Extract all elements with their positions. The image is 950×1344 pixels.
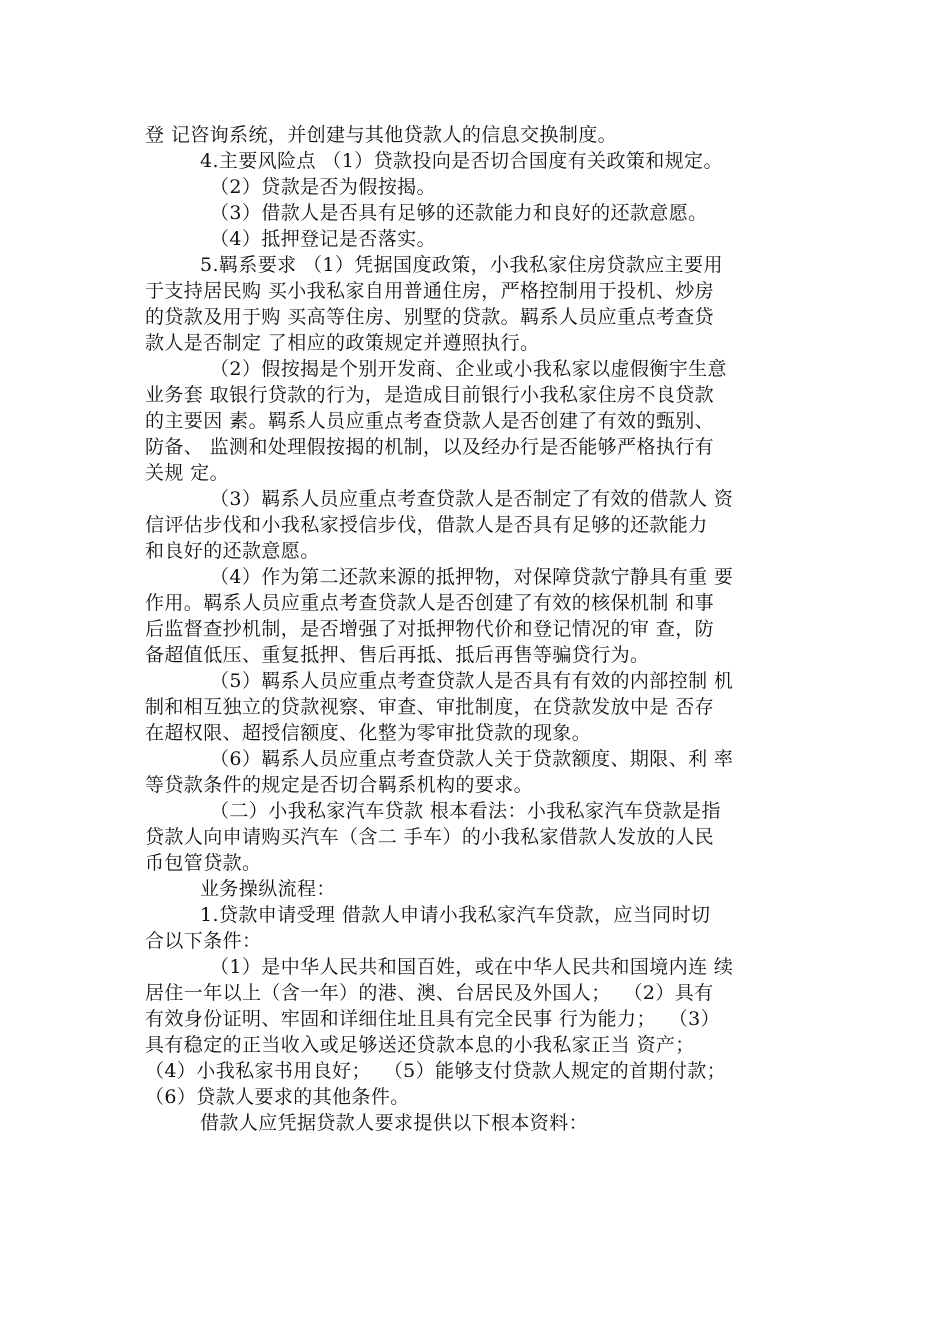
text-line: 的主要因 素。羁系人员应重点考查贷款人是否创建了有效的甄别、 xyxy=(145,410,715,432)
text-line: （4）小我私家书用良好； （5）能够支付贷款人规定的首期付款； xyxy=(145,1060,727,1082)
text-line: （6）羁系人员应重点考查贷款人关于贷款额度、期限、利 率 xyxy=(210,748,734,770)
text-line: 信评估步伐和小我私家授信步伐，借款人是否具有足够的还款能力 xyxy=(145,514,708,536)
text-line: 制和相互独立的贷款视察、审查、审批制度，在贷款发放中是 否存 xyxy=(145,696,715,718)
text-line: 于支持居民购 买小我私家自用普通住房，严格控制用于投机、炒房 xyxy=(145,280,715,302)
text-line: 有效身份证明、牢固和详细住址且具有完全民事 行为能力； （3） xyxy=(145,1008,721,1030)
text-line: （2）假按揭是个别开发商、企业或小我私家以虚假衡宇生意 xyxy=(210,358,727,380)
text-line: 防备、 监测和处理假按揭的机制，以及经办行是否能够严格执行有 xyxy=(145,436,715,458)
text-line: 业务套 取银行贷款的行为，是造成目前银行小我私家住房不良贷款 xyxy=(145,384,715,406)
text-line: （3）借款人是否具有足够的还款能力和良好的还款意愿。 xyxy=(210,202,708,224)
text-line: 等贷款条件的规定是否切合羁系机构的要求。 xyxy=(145,774,534,796)
text-line: 作用。羁系人员应重点考查贷款人是否创建了有效的核保机制 和事 xyxy=(145,592,715,614)
text-line: 备超值低压、重复抵押、售后再抵、抵后再售等骗贷行为。 xyxy=(145,644,650,666)
text-line: 5.羁系要求 （1）凭据国度政策，小我私家住房贷款应主要用 xyxy=(200,254,723,276)
text-line: 居住一年以上（含一年）的港、澳、台居民及外国人； （2）具有 xyxy=(145,982,714,1004)
text-line: 1.贷款申请受理 借款人申请小我私家汽车贷款，应当同时切 xyxy=(200,904,711,926)
text-line: （2）贷款是否为假按揭。 xyxy=(210,176,436,198)
text-line: （4）作为第二还款来源的抵押物，对保障贷款宁静具有重 要 xyxy=(210,566,734,588)
text-line: （5）羁系人员应重点考查贷款人是否具有有效的内部控制 机 xyxy=(210,670,734,692)
text-line: 款人是否制定 了相应的政策规定并遵照执行。 xyxy=(145,332,540,354)
text-line: 合以下条件： xyxy=(145,930,262,952)
text-line: 和良好的还款意愿。 xyxy=(145,540,320,562)
text-line: （3）羁系人员应重点考查贷款人是否制定了有效的借款人 资 xyxy=(210,488,734,510)
text-line: 币包管贷款。 xyxy=(145,852,262,874)
text-line: （1）是中华人民共和国百姓，或在中华人民共和国境内连 续 xyxy=(210,956,734,978)
text-line: 在超权限、超授信额度、化整为零审批贷款的现象。 xyxy=(145,722,592,744)
text-line: 4.主要风险点 （1）贷款投向是否切合国度有关政策和规定。 xyxy=(200,150,723,172)
text-line: 关规 定。 xyxy=(145,462,230,484)
text-line: 具有稳定的正当收入或足够送还贷款本息的小我私家正当 资产； xyxy=(145,1034,695,1056)
text-line: 业务操纵流程： xyxy=(200,878,336,900)
text-line: 贷款人向申请购买汽车（含二 手车）的小我私家借款人发放的人民 xyxy=(145,826,715,848)
text-line: （二）小我私家汽车贷款 根本看法：小我私家汽车贷款是指 xyxy=(210,800,721,822)
text-line: 借款人应凭据贷款人要求提供以下根本资料： xyxy=(200,1112,589,1134)
text-line: 登 记咨询系统，并创建与其他贷款人的信息交换制度。 xyxy=(145,124,618,146)
text-line: 的贷款及用于购 买高等住房、别墅的贷款。羁系人员应重点考查贷 xyxy=(145,306,715,328)
text-line: 后监督查抄机制，是否增强了对抵押物代价和登记情况的审 查，防 xyxy=(145,618,715,640)
text-line: （6）贷款人要求的其他条件。 xyxy=(145,1086,410,1108)
text-line: （4）抵押登记是否落实。 xyxy=(210,228,436,250)
